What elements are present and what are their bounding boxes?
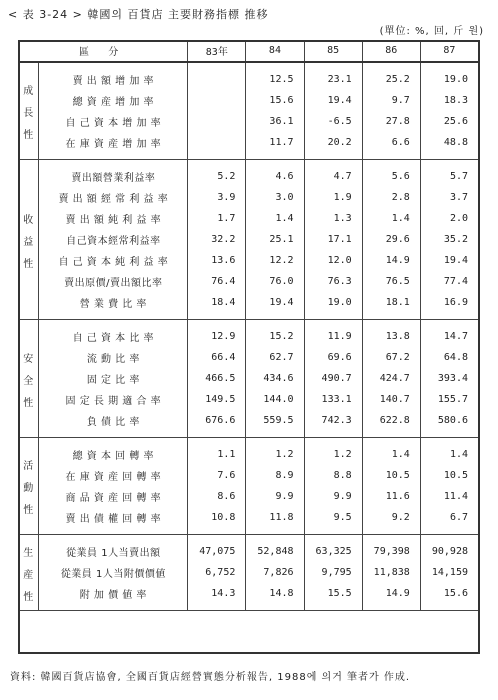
value-cell: 580.6 [420,410,478,438]
value-cell: 5.6 [362,160,420,188]
value-cell: 11,838 [362,562,420,583]
value-cell: 11.7 [246,132,304,160]
value-cell: 490.7 [304,368,362,389]
value-cell: 6,752 [188,562,246,583]
table-row [18,320,478,348]
value-cell: 144.0 [246,389,304,410]
value-cell: 4.6 [246,160,304,188]
table-row [18,292,478,320]
section-label [18,320,39,438]
table-row [18,208,478,229]
section-char: 長 [23,108,34,119]
value-cell: 16.9 [420,292,478,320]
value-cell: 25.6 [443,116,468,127]
value-cell: 14.9 [362,250,420,271]
value-cell: 19.4 [304,90,362,111]
row-label: 賣 出 額 增 加 率 [39,62,188,90]
value-cell: 6.6 [362,132,420,160]
value-cell: 14.3 [188,583,246,611]
value-cell [188,111,246,132]
value-cell: 20.2 [304,132,362,160]
value-cell: 14,159 [431,567,468,578]
value-cell: 25.2 [362,62,420,90]
table-row [18,250,478,271]
row-label: 賣 出 額 純 利 益 率 [39,208,188,229]
row-label: 固 定 長 期 適 合 率 [39,389,188,410]
row-label: 自 己 資 本 比 率 [39,320,188,348]
value-cell: 15.5 [304,583,362,611]
value-cell: 8.8 [304,465,362,486]
section-char: 産 [23,569,34,581]
section-char: 性 [23,258,34,270]
value-cell: 12.2 [246,250,304,271]
table-row [18,132,478,160]
header-item: 區 分 [18,40,188,62]
value-cell: 622.8 [362,410,420,438]
value-cell: 1.7 [188,208,246,229]
section-char: 成 [23,86,34,97]
row-label: 流 動 比 率 [39,347,188,368]
row-label: 自 己 資 本 純 利 益 率 [39,250,188,271]
value-cell: 424.7 [362,368,420,389]
value-cell: 155.7 [437,394,468,405]
row-label: 總 資 本 回 轉 率 [39,438,188,466]
value-cell: 62.7 [246,347,304,368]
value-cell: 3.7 [449,192,468,203]
value-cell: 77.4 [443,276,468,287]
section-label [18,438,39,535]
table-row [18,583,478,611]
value-cell: 19.0 [304,292,362,320]
value-cell: 9.7 [362,90,420,111]
table-row [18,62,478,90]
value-cell: 76.3 [304,271,362,292]
value-cell: 11.4 [443,491,468,502]
value-cell: 67.2 [362,347,420,368]
table-row [18,507,478,535]
section-char: 益 [23,236,34,248]
value-cell: 12.0 [304,250,362,271]
section-label [18,160,39,320]
row-label: 從業員 1人当附價價値 [39,562,188,583]
table-title: < 表 3-24 > 韓國의 百貨店 主要財務指標 推移 [8,8,269,21]
value-cell: 79,398 [362,535,420,563]
section-char: 收 [23,214,34,226]
row-label: 固 定 比 率 [39,368,188,389]
value-cell: 18.4 [188,292,246,320]
value-cell: 66.4 [188,347,246,368]
row-label: 自己資本經常利益率 [39,229,188,250]
value-cell: 2.8 [362,187,420,208]
value-cell: 11.9 [304,320,362,348]
value-cell: 32.2 [188,229,246,250]
value-cell: 4.7 [304,160,362,188]
value-cell: 25.1 [246,229,304,250]
value-cell: 434.6 [246,368,304,389]
section-char: 生 [23,547,34,559]
value-cell: 10.5 [362,465,420,486]
value-cell: 8.6 [188,486,246,507]
value-cell: 13.8 [362,320,420,348]
table-row [18,229,478,250]
value-cell: 15.2 [246,320,304,348]
table-row [18,160,478,188]
header-year: 84 [246,40,304,62]
header-year: 86 [362,40,420,62]
table-row [18,465,478,486]
header-year: 83年 [188,40,246,62]
financial-indicators-table [18,40,478,611]
value-cell: 676.6 [188,410,246,438]
value-cell: 76.5 [362,271,420,292]
value-cell: 5.7 [449,171,468,182]
row-label: 賣 出 額 經 常 利 益 率 [39,187,188,208]
value-cell: 3.9 [188,187,246,208]
value-cell: 466.5 [188,368,246,389]
value-cell: 15.6 [246,90,304,111]
value-cell: 19.0 [443,74,468,85]
value-cell: 2.0 [449,213,468,224]
value-cell: 18.3 [443,95,468,106]
value-cell: 8.9 [246,465,304,486]
section-char: 性 [23,591,34,603]
table-row [18,347,478,368]
table-row [18,111,478,132]
value-cell: 76.4 [188,271,246,292]
value-cell: 10.8 [188,507,246,535]
value-cell: -6.5 [304,111,362,132]
value-cell [188,90,246,111]
value-cell: 3.0 [246,187,304,208]
value-cell: 64.8 [443,352,468,363]
value-cell: 7,826 [246,562,304,583]
value-cell: 14.7 [443,331,468,342]
row-label: 賣出額營業利益率 [39,160,188,188]
value-cell: 12.5 [246,62,304,90]
row-label: 附 加 價 値 率 [39,583,188,611]
value-cell: 1.4 [362,438,420,466]
value-cell: 52,848 [246,535,304,563]
value-cell: 149.5 [188,389,246,410]
value-cell: 742.3 [304,410,362,438]
value-cell: 5.2 [188,160,246,188]
row-label: 負 債 比 率 [39,410,188,438]
value-cell: 9.2 [362,507,420,535]
header-year: 87 [420,40,478,62]
value-cell: 140.7 [362,389,420,410]
table-row [18,271,478,292]
row-label: 賣 出 債 權 回 轉 率 [39,507,188,535]
value-cell [188,62,246,90]
value-cell: 9.9 [304,486,362,507]
value-cell: 36.1 [246,111,304,132]
section-char: 性 [23,397,34,409]
value-cell [188,132,246,160]
value-cell: 1.1 [188,438,246,466]
value-cell: 393.4 [437,373,468,384]
section-char: 安 [23,353,34,365]
value-cell: 23.1 [304,62,362,90]
value-cell: 48.8 [420,132,478,160]
table-row [18,389,478,410]
table-row [18,562,478,583]
value-cell: 1.2 [304,438,362,466]
value-cell: 559.5 [246,410,304,438]
row-label: 賣出原價/賣出額比率 [39,271,188,292]
section-char: 動 [23,483,34,494]
section-label [18,535,39,611]
row-label: 自 己 資 本 增 加 率 [39,111,188,132]
value-cell: 9.5 [304,507,362,535]
section-char: 活 [23,461,34,472]
unit-note: (單位: %, 回, 斤 원) [379,26,484,37]
value-cell: 1.3 [304,208,362,229]
value-cell: 47,075 [188,535,246,563]
value-cell: 90,928 [431,546,468,557]
table-row [18,368,478,389]
value-cell: 18.1 [362,292,420,320]
value-cell: 15.6 [420,583,478,611]
table-row [18,438,478,466]
value-cell: 14.9 [362,583,420,611]
source-note: 資料: 韓國百貨店協會, 全國百貨店經營實態分析報告, 1988에 의거 筆者가 作成. [10,672,411,683]
value-cell: 1.2 [246,438,304,466]
row-label: 從業員 1人当賣出額 [39,535,188,563]
value-cell: 29.6 [362,229,420,250]
row-label: 在 庫 資 産 回 轉 率 [39,465,188,486]
section-char: 性 [23,130,34,141]
header-year: 85 [304,40,362,62]
value-cell: 11.6 [362,486,420,507]
table-row [18,410,478,438]
value-cell: 63,325 [304,535,362,563]
value-cell: 12.9 [188,320,246,348]
section-label [18,62,39,160]
value-cell: 9,795 [304,562,362,583]
value-cell: 9.9 [246,486,304,507]
value-cell: 69.6 [304,347,362,368]
value-cell: 1.4 [362,208,420,229]
table-body [18,62,478,611]
row-label: 總 資 産 增 加 率 [39,90,188,111]
value-cell: 1.9 [304,187,362,208]
value-cell: 11.8 [246,507,304,535]
section-char: 性 [23,505,34,516]
value-cell: 19.4 [246,292,304,320]
row-label: 在 庫 資 産 增 加 率 [39,132,188,160]
section-char: 全 [23,375,34,387]
value-cell: 7.6 [188,465,246,486]
table-row [18,486,478,507]
value-cell: 27.8 [362,111,420,132]
value-cell: 35.2 [443,234,468,245]
value-cell: 76.0 [246,271,304,292]
value-cell: 6.7 [420,507,478,535]
value-cell: 13.6 [188,250,246,271]
value-cell: 19.4 [443,255,468,266]
header-row [18,40,478,62]
value-cell: 14.8 [246,583,304,611]
table-row [18,535,478,563]
value-cell: 17.1 [304,229,362,250]
value-cell: 133.1 [304,389,362,410]
row-label: 營 業 費 比 率 [39,292,188,320]
table-row [18,187,478,208]
row-label: 商 品 資 産 回 轉 率 [39,486,188,507]
value-cell: 1.4 [449,449,468,460]
value-cell: 1.4 [246,208,304,229]
table-row [18,90,478,111]
value-cell: 10.5 [443,470,468,481]
